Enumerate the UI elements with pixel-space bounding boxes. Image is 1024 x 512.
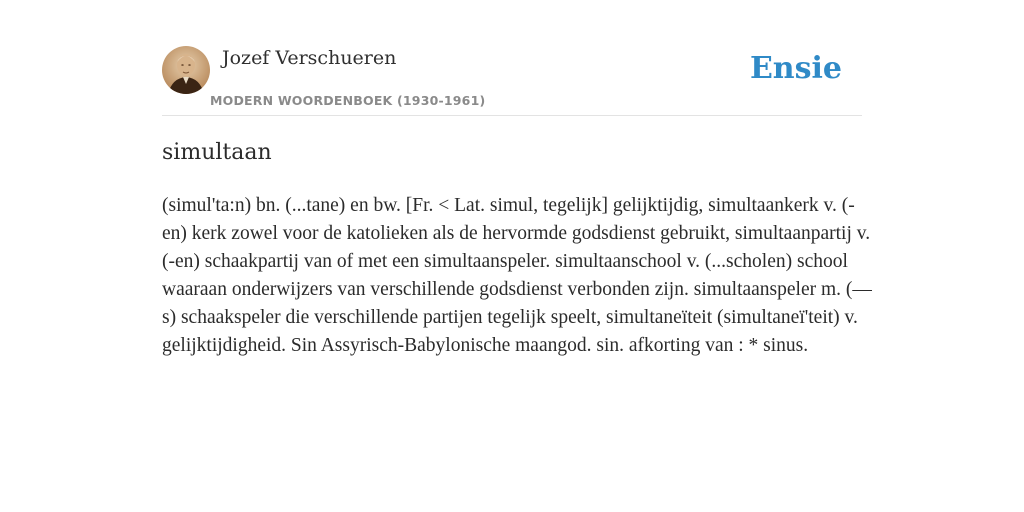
header-divider [162, 115, 862, 116]
entry-title: simultaan [162, 140, 272, 165]
source-dictionary[interactable]: MODERN WOORDENBOEK (1930-1961) [210, 93, 486, 108]
author-avatar[interactable] [162, 46, 210, 94]
entry-definition: (simul'ta:n) bn. (...tane) en bw. [Fr. < Lat. simul, tegelijk] gelijktijdig, simultaankerk v. (-en) kerk zowel voor de katolieken als de hervormde godsdienst gebruikt, simultaanpartij v. (-en) schaakpartij van of met een simultaanspeler. simultaanschool v. (...scholen) school waaraan onderwijzers van verschillende godsdienst verbonden zijn. simultaanspeler m. (—s) schaakspeler die verschillende partijen tegelijk speelt, simultaneïteit (simultaneï'teit) v. gelijktijdigheid. Sin Assyrisch-Babylonische maangod. sin. afkorting van : * sinus. [162, 195, 872, 356]
brand-logo[interactable]: Ensie [749, 51, 842, 86]
author-name[interactable]: Jozef Verschueren [222, 47, 397, 69]
page-header [162, 46, 862, 116]
author-portrait-icon [162, 46, 210, 94]
